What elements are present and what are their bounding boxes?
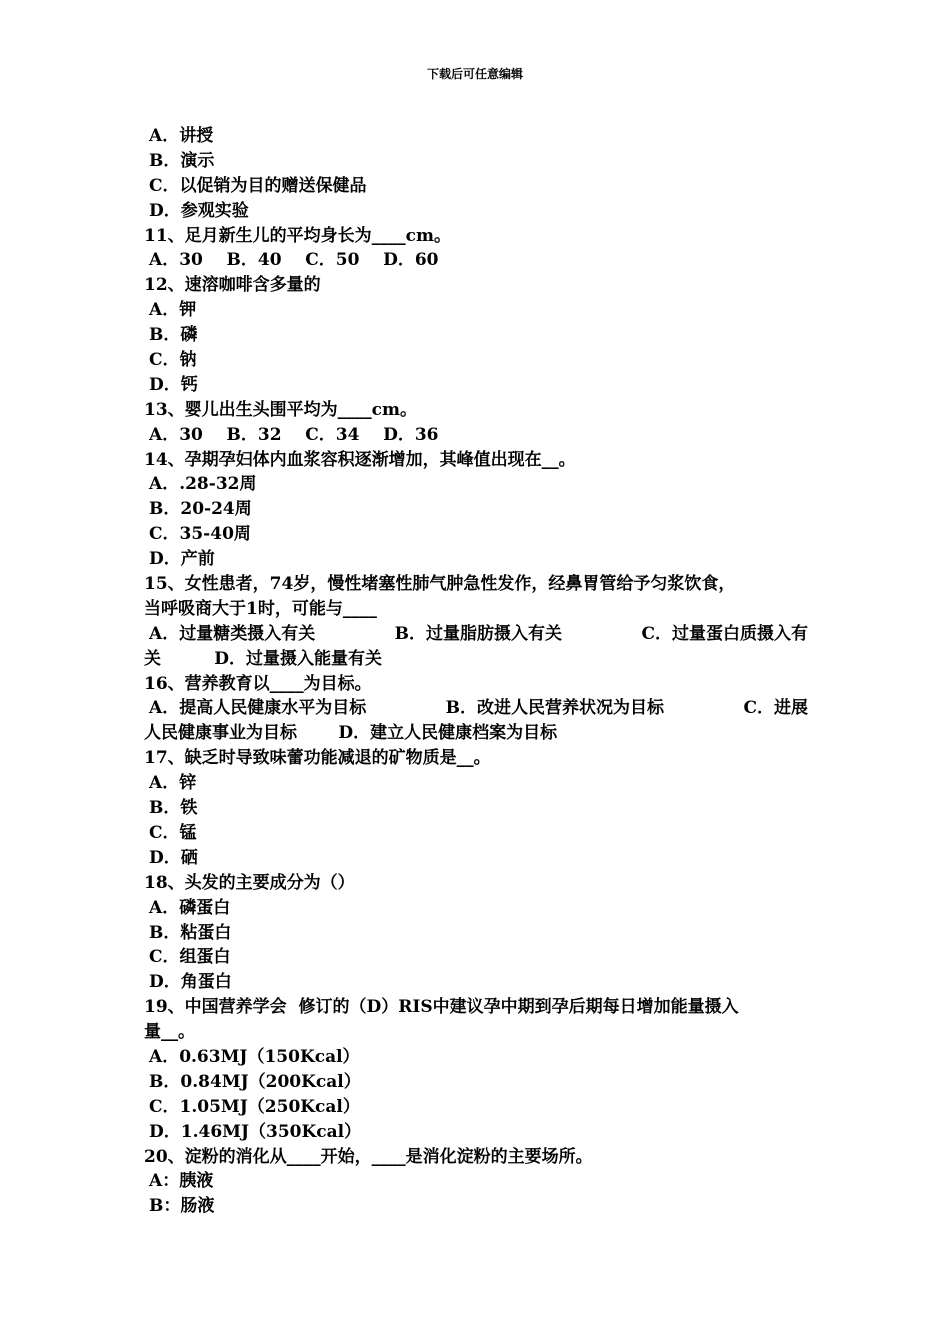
answer-option: D．产前 xyxy=(149,549,215,570)
answer-option: C．组蛋白 xyxy=(149,947,231,968)
answer-option: B．改进人民营养状况为目标 xyxy=(445,698,665,719)
answer-option: D．1.46MJ（350Kcal） xyxy=(149,1121,362,1142)
question-text: 量__。 xyxy=(144,1022,195,1043)
answer-option: A．30 B．40 C．50 D．60 xyxy=(149,250,439,271)
answer-option: A．.28-32周 xyxy=(149,474,257,495)
answer-option: D．角蛋白 xyxy=(149,972,232,993)
answer-option: D．参观实验 xyxy=(149,200,249,221)
document-body xyxy=(144,124,808,1219)
answer-option: A．30 B．32 C．34 D．36 xyxy=(149,424,439,445)
question-text: 人民健康事业为目标 D．建立人民健康档案为目标 xyxy=(144,723,558,744)
question-text: 20、淀粉的消化从____开始，____是消化淀粉的主要场所。 xyxy=(144,1146,593,1167)
question-text: 当呼吸商大于1时，可能与____ xyxy=(144,598,377,619)
answer-option: A．钾 xyxy=(149,300,197,321)
question-text: 关 D．过量摄入能量有关 xyxy=(144,648,383,669)
answer-option: C．进展 xyxy=(743,698,808,719)
answer-option: B．0.84MJ（200Kcal） xyxy=(149,1071,361,1092)
answer-option: A：胰液 xyxy=(149,1171,214,1192)
answer-options-line xyxy=(144,696,808,721)
answer-option: C．1.05MJ（250Kcal） xyxy=(149,1096,360,1117)
answer-option: A．磷蛋白 xyxy=(149,897,231,918)
answer-option: A．锌 xyxy=(149,773,197,794)
page-header: 下载后可任意编辑 xyxy=(426,67,523,81)
answer-option: B：肠液 xyxy=(149,1196,215,1217)
question-text: 13、婴儿出生头围平均为____cm。 xyxy=(144,399,417,420)
question-text: 18、头发的主要成分为（） xyxy=(144,872,355,893)
answer-option: A．提高人民健康水平为目标 xyxy=(149,698,367,719)
question-text: 16、营养教育以____为目标。 xyxy=(144,673,372,694)
answer-options-line xyxy=(144,622,808,647)
answer-option: A．讲授 xyxy=(149,126,214,146)
question-text: 12、速溶咖啡含多量的 xyxy=(144,275,321,296)
question-text: 19、中国营养学会 修订的（D）RIS中建议孕中期到孕后期每日增加能量摄入 xyxy=(144,997,739,1018)
question-text: 11、足月新生儿的平均身长为____cm。 xyxy=(144,225,451,246)
answer-option: D．硒 xyxy=(149,847,198,868)
answer-option: A．0.63MJ（150Kcal） xyxy=(149,1046,360,1067)
answer-option: C．35-40周 xyxy=(149,524,251,545)
answer-option: D．钙 xyxy=(149,374,198,395)
question-text: 17、缺乏时导致味蕾功能减退的矿物质是__。 xyxy=(144,748,491,769)
question-text: 15、女性患者，74岁，慢性堵塞性肺气肿急性发作，经鼻胃管给予匀浆饮食， xyxy=(144,574,736,595)
answer-option: B．磷 xyxy=(149,325,198,346)
answer-option: B．过量脂肪摄入有关 xyxy=(394,623,563,644)
answer-option: B．演示 xyxy=(149,150,215,171)
answer-option: B．20-24周 xyxy=(149,499,252,520)
answer-option: C．过量蛋白质摄入有 xyxy=(641,623,808,644)
answer-option: C．以促销为目的赠送保健品 xyxy=(149,175,367,196)
answer-option: B．粘蛋白 xyxy=(149,922,232,943)
answer-option: C．钠 xyxy=(149,350,197,371)
question-text: 14、孕期孕妇体内血浆容积逐渐增加，其峰值出现在__。 xyxy=(144,449,576,470)
answer-option: B．铁 xyxy=(149,798,198,819)
answer-option: C．锰 xyxy=(149,822,197,843)
answer-option: A．过量糖类摄入有关 xyxy=(149,623,316,644)
